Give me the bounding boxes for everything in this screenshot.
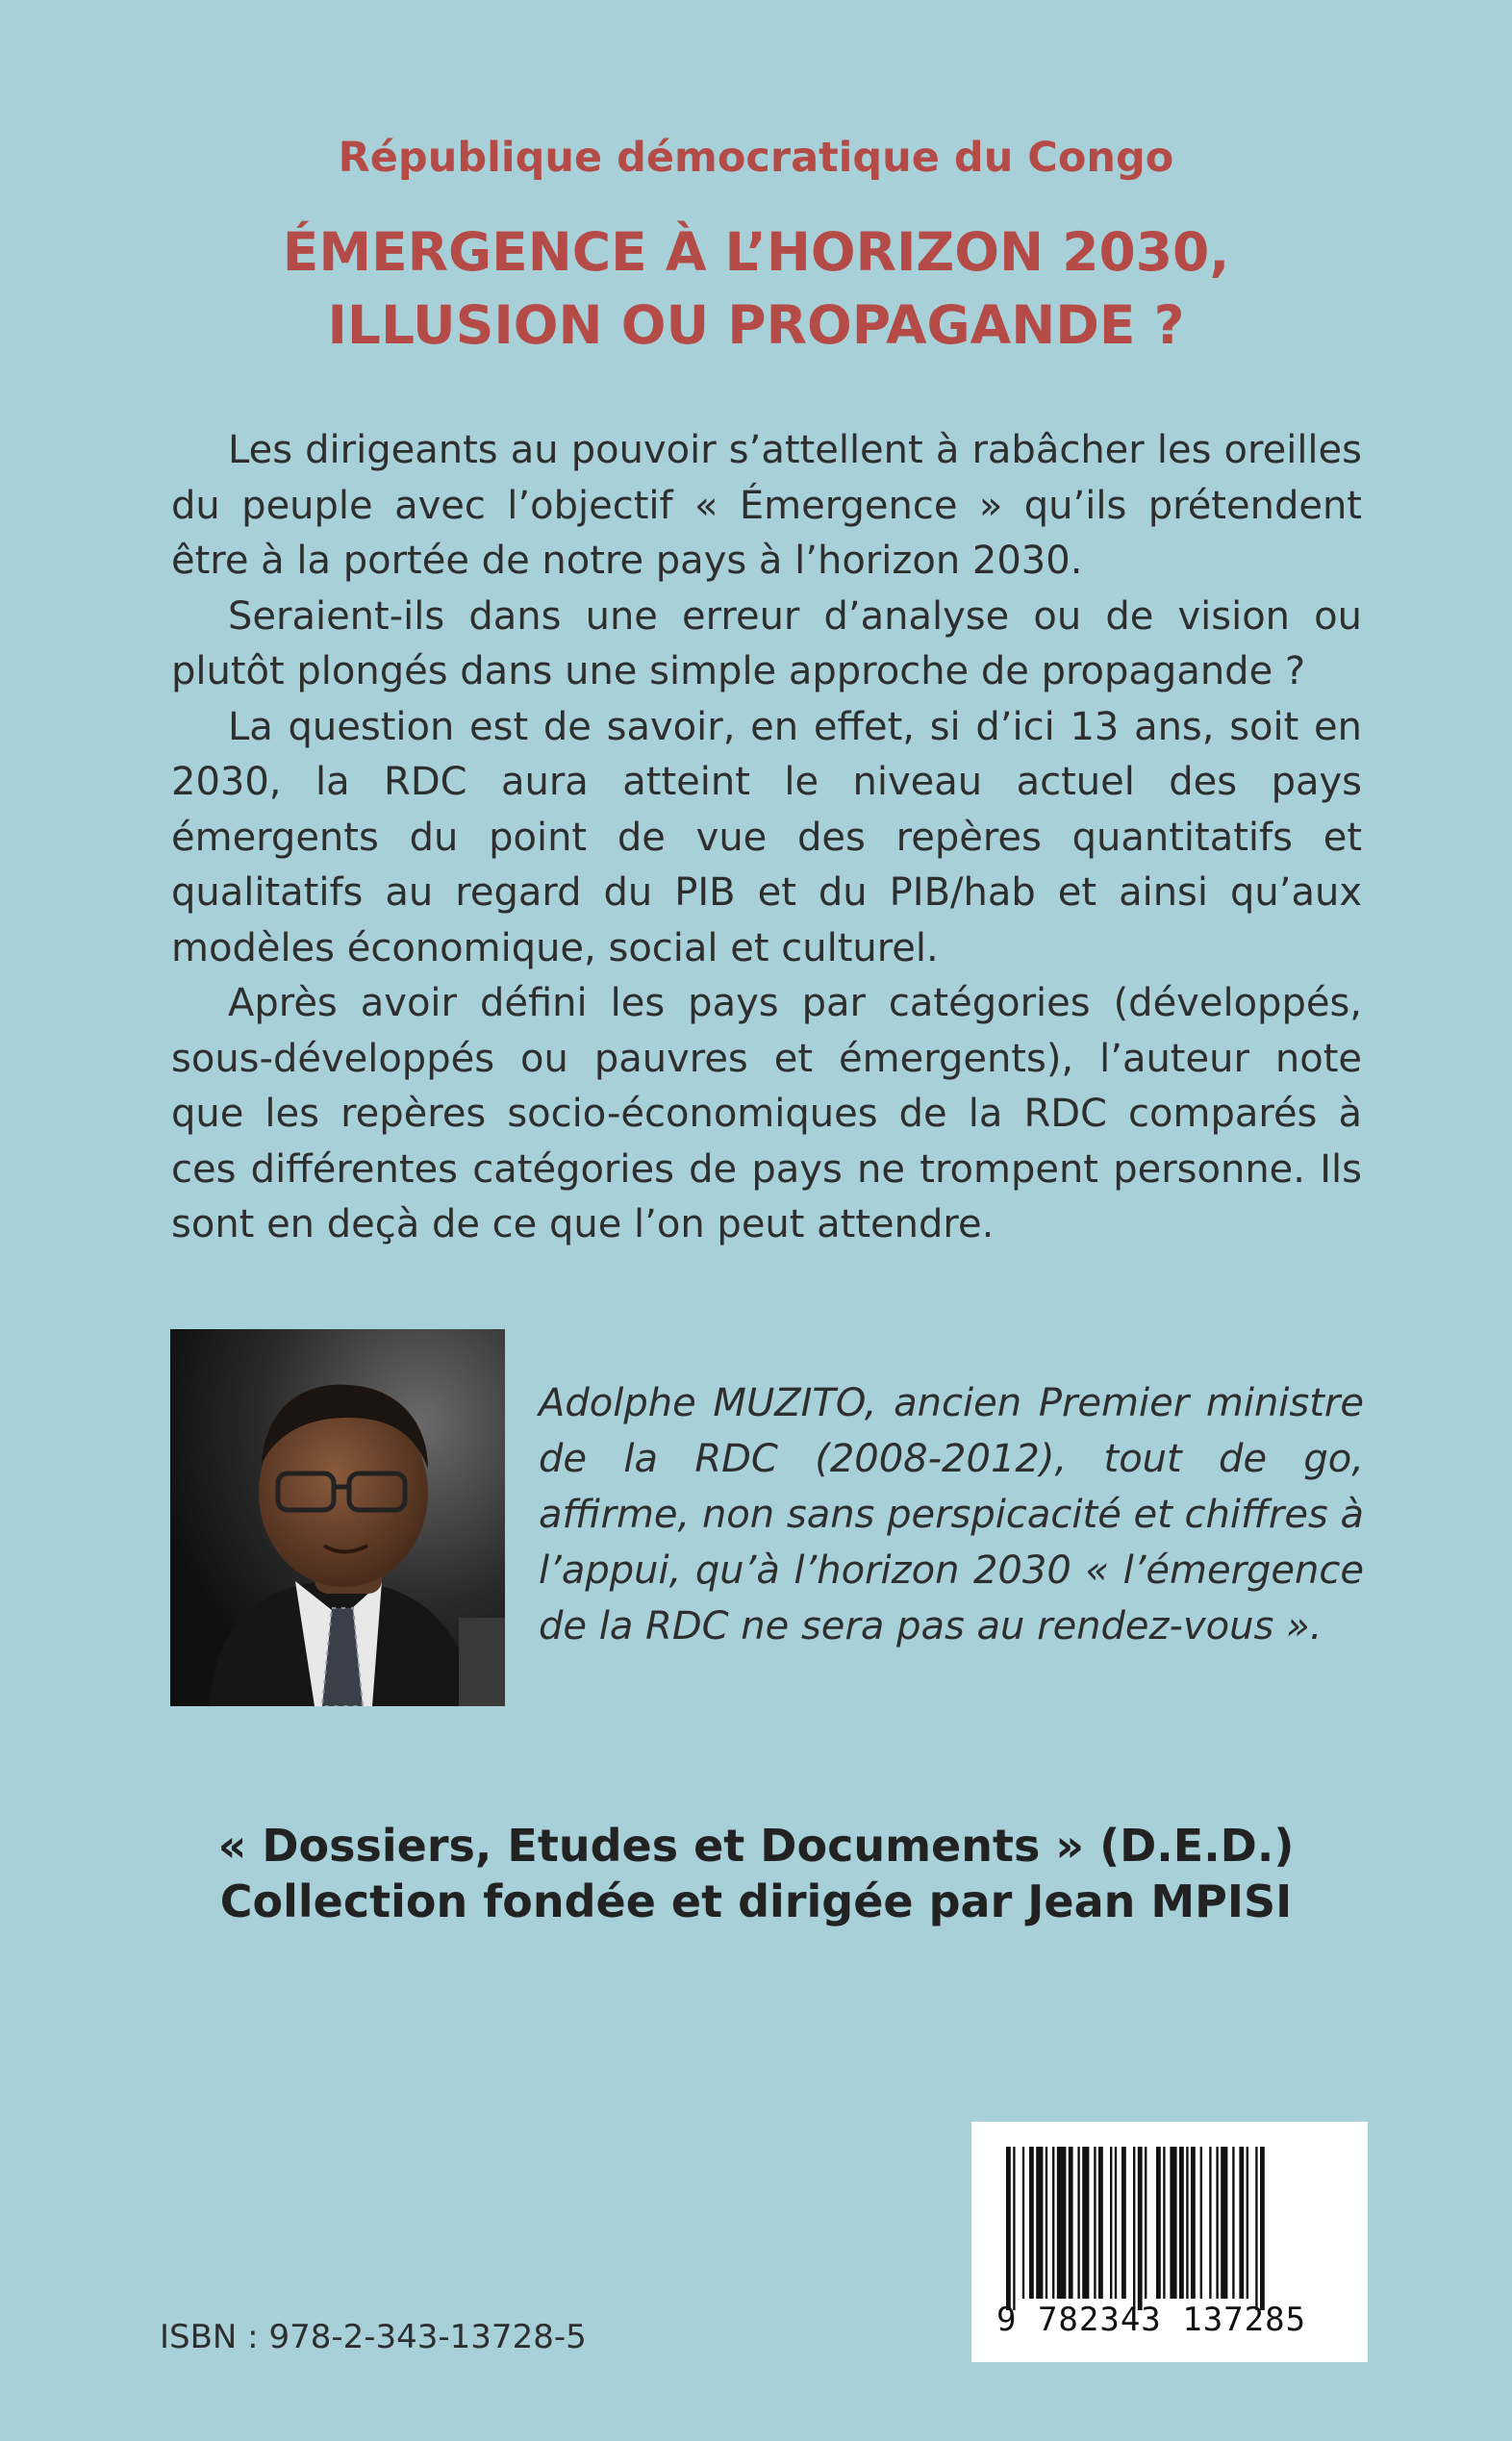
author-bio: Adolphe MUZITO, ancien Premier ministre de la RDC (2008-2012), tout de go, affirme, non sans perspicacité et chiffres à l’appui, qu’à l’horizon 2030 « l’émergence de la RDC ne sera pas au rendez-vous ».: [539, 1381, 1364, 1648]
barcode: [971, 2122, 1368, 2362]
blurb-paragraph: Après avoir défini les pays par catégories (développés, sous-développés ou pauvres et émergents), l’auteur note que les repères socio-économiques de la RDC comparés à ces différentes catégories de pays ne trompent personne. Ils sont en deçà de ce que l’on peut attendre.: [171, 981, 1362, 1246]
blurb: [171, 423, 1362, 1253]
isbn: ISBN : 978-2-343-13728-5: [160, 2318, 587, 2356]
blurb-paragraph: Les dirigeants au pouvoir s’attellent à rabâcher les oreilles du peuple avec l’objectif « Émergence » qu’ils prétendent être à la portée de notre pays à l’horizon 2030.: [171, 428, 1362, 583]
author-photo: [170, 1329, 505, 1706]
blurb-paragraph: La question est de savoir, en effet, si d’ici 13 ans, soit en 2030, la RDC aura atteint le niveau actuel des pays émergents du point de vue des repères quantitatifs et qualitatifs au regard du PIB et du PIB/hab et ainsi qu’aux modèles économique, social et culturel.: [171, 704, 1362, 970]
author-portrait-illustration: [170, 1329, 505, 1706]
blurb-paragraph: Seraient-ils dans une erreur d’analyse ou de vision ou plutôt plongés dans une simple approche de propagande ?: [171, 593, 1362, 693]
book-title-line-2: ILLUSION OU PROPAGANDE ?: [327, 294, 1185, 356]
book-title: [0, 215, 1512, 362]
book-title-line-1: ÉMERGENCE À L’HORIZON 2030,: [282, 221, 1230, 283]
barcode-digits: 9 782343 137285: [996, 2301, 1307, 2339]
series-subtitle: République démocratique du Congo: [338, 134, 1174, 182]
collection-name: « Dossiers, Etudes et Documents » (D.E.D.): [217, 1820, 1295, 1872]
collection-director: Collection fondée et dirigée par Jean MPISI: [219, 1875, 1293, 1927]
collection-info: [0, 1818, 1512, 1929]
